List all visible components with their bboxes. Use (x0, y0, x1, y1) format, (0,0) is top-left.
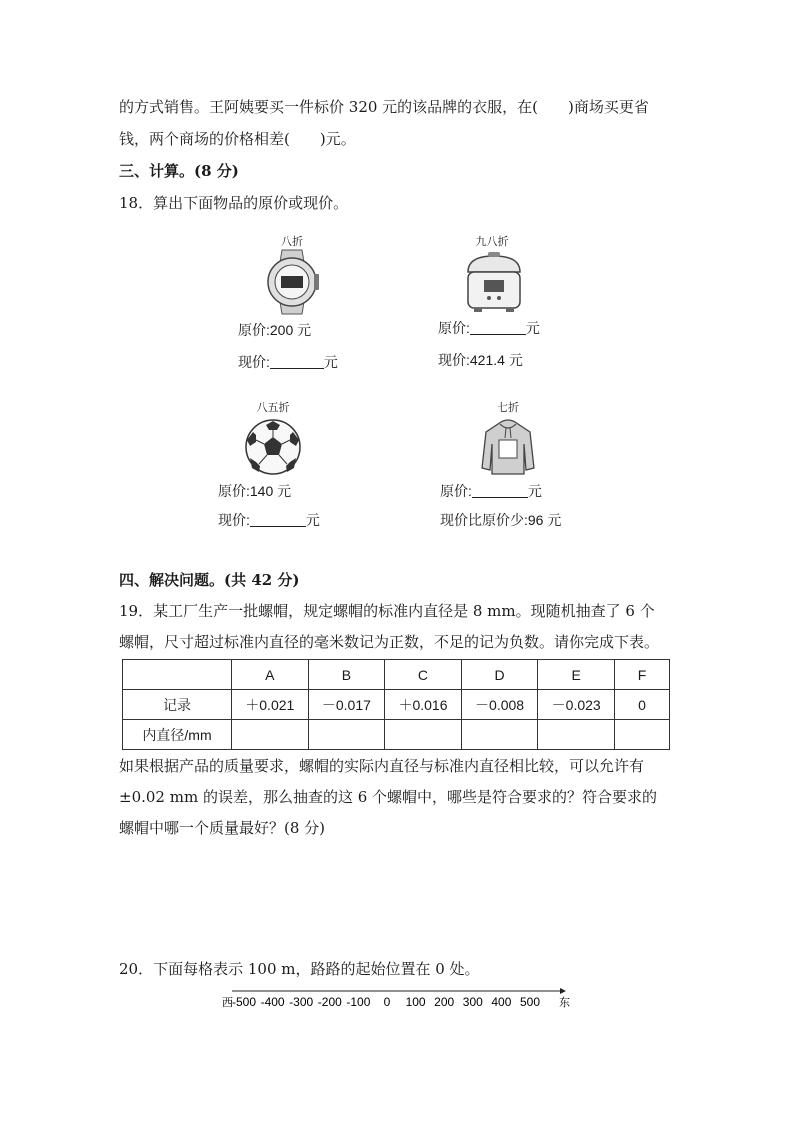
intro-line-2: 钱，两个商场的价格相差( )元。 (119, 130, 356, 148)
discount-label-hoodie: 七折 (497, 401, 519, 414)
table-header-cell (123, 660, 232, 690)
west-label: 西 (222, 996, 233, 1009)
rice-cooker-original-price (438, 318, 540, 338)
watch-current-unit: 元 (323, 354, 338, 370)
question-19-line-1: 19．某工厂生产一批螺帽，规定螺帽的标准内直径是 8 mm。现随机抽查了 6 个 (119, 602, 655, 620)
hoodie-original-label: 原价: (440, 483, 472, 499)
watch-current-blank[interactable] (270, 354, 324, 369)
rice-cooker-current-price: 现价:421.4 元 (438, 352, 523, 368)
question-20-prompt: 20．下面每格表示 100 m，路路的起始位置在 0 处。 (119, 960, 480, 978)
diameter-answer-cell[interactable] (461, 720, 538, 750)
record-cell: －0.023 (538, 690, 615, 720)
soccer-ball-current-unit: 元 (305, 512, 320, 528)
row-label-diameter: 内直径/mm (123, 720, 232, 750)
table-row-diameter (123, 720, 670, 750)
diameter-answer-cell[interactable] (232, 720, 309, 750)
table-header-cell: E (538, 660, 615, 690)
hoodie-price-difference: 现价比原价少:96 元 (440, 512, 562, 528)
watch-original-price: 原价:200 元 (238, 322, 312, 338)
record-cell: ＋0.021 (232, 690, 309, 720)
diameter-answer-cell[interactable] (308, 720, 385, 750)
rice-cooker-original-blank[interactable] (470, 320, 526, 335)
nut-record-table (122, 659, 670, 750)
number-line-tick-label: 500 (519, 995, 541, 1009)
table-header-cell: A (232, 660, 309, 690)
rice-cooker-original-label: 原价: (438, 320, 470, 336)
rice-cooker-original-unit: 元 (525, 320, 540, 336)
section-3-title: 三、计算。(8 分) (119, 162, 239, 180)
soccer-ball-icon (244, 418, 302, 476)
watch-current-label: 现价: (238, 354, 270, 370)
number-line (218, 988, 578, 1012)
hoodie-original-blank[interactable] (472, 483, 528, 498)
number-line-tick-label: -400 (260, 995, 285, 1009)
section-4-title: 四、解决问题。(共 42 分) (119, 571, 300, 589)
table-row-record (123, 690, 670, 720)
number-line-tick-label: 400 (491, 995, 512, 1009)
discount-label-rice-cooker: 九八折 (475, 235, 509, 248)
soccer-ball-original-price: 原价:140 元 (218, 483, 292, 499)
diameter-answer-cell[interactable] (385, 720, 462, 750)
question-19-line-2: 螺帽，尺寸超过标准内直径的毫米数记为正数，不足的记为负数。请你完成下表。 (119, 633, 660, 651)
east-label: 东 (559, 996, 570, 1009)
record-cell: －0.017 (308, 690, 385, 720)
number-line-tick-label: 100 (405, 995, 426, 1009)
intro-line-1: 的方式销售。王阿姨要买一件标价 320 元的该品牌的衣服，在( )商场买更省 (119, 98, 649, 116)
rice-cooker-icon (462, 250, 526, 314)
record-cell: ＋0.016 (385, 690, 462, 720)
table-header-cell: F (615, 660, 670, 690)
question-19-after-3: 螺帽中哪一个质量最好？(8 分) (119, 819, 326, 837)
number-line-tick-label: -100 (346, 995, 371, 1009)
number-line-tick-label: -300 (289, 995, 314, 1009)
number-line-tick-label: 0 (383, 995, 391, 1009)
diameter-answer-cell[interactable] (615, 720, 670, 750)
table-header-cell: C (385, 660, 462, 690)
table-header-row (123, 660, 670, 690)
table-header-cell: B (308, 660, 385, 690)
number-line-tick-label: 300 (462, 995, 483, 1009)
number-line-tick-label: -200 (317, 995, 342, 1009)
question-18-prompt: 18．算出下面物品的原价或现价。 (119, 194, 349, 212)
hoodie-icon (480, 416, 536, 476)
number-line-tick-label: 200 (434, 995, 455, 1009)
soccer-ball-current-label: 现价: (218, 512, 250, 528)
record-cell: 0 (615, 690, 670, 720)
hoodie-original-price (440, 481, 542, 501)
number-line-tick-label: -500 (231, 995, 257, 1009)
diameter-answer-cell[interactable] (538, 720, 615, 750)
discount-label-watch: 八折 (281, 235, 303, 248)
question-19-after-1: 如果根据产品的质量要求，螺帽的实际内直径与标准内直径相比较，可以允许有 (119, 757, 645, 775)
discount-label-soccer-ball: 八五折 (256, 401, 290, 414)
record-cell: －0.008 (461, 690, 538, 720)
row-label-record: 记录 (123, 690, 232, 720)
watch-icon (262, 248, 322, 316)
soccer-ball-current-price (218, 510, 320, 530)
table-header-cell: D (461, 660, 538, 690)
soccer-ball-current-blank[interactable] (250, 512, 306, 527)
hoodie-original-unit: 元 (527, 483, 542, 499)
question-19-after-2: ±0.02 mm 的误差，那么抽查的这 6 个螺帽中，哪些是符合要求的？符合要求的 (119, 788, 658, 806)
watch-current-price (238, 352, 338, 372)
